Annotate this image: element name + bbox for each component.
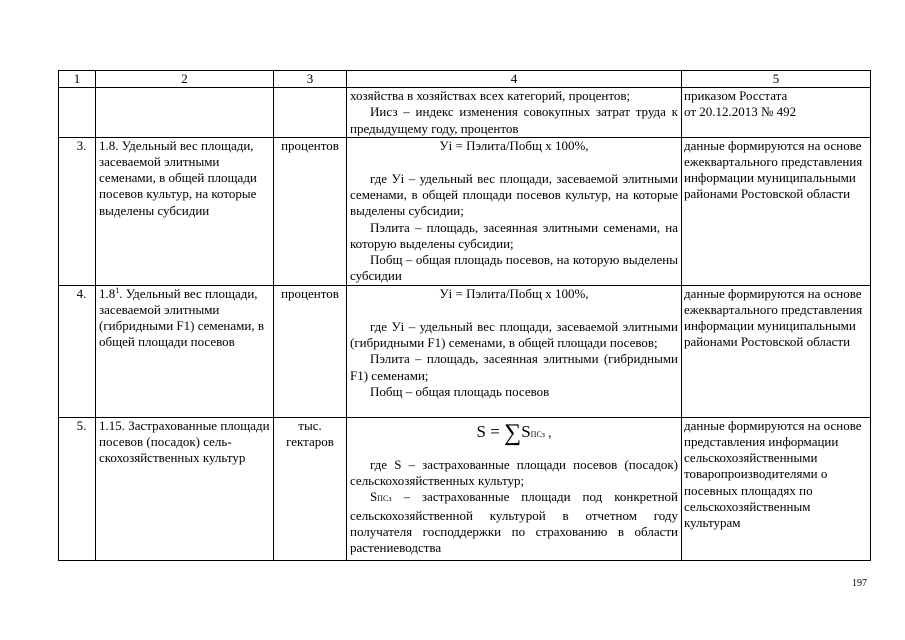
unit-text: процентов	[274, 285, 347, 417]
unit-text: процентов	[274, 137, 347, 285]
page-number: 197	[852, 578, 867, 589]
formula-text: хозяйства в хозяйствах всех категорий, процентов;	[350, 88, 631, 104]
header-cell: 2	[96, 71, 274, 88]
formula-cell	[347, 88, 682, 138]
formula-cell	[347, 285, 682, 417]
formula-lhs: S =	[476, 421, 505, 441]
row-number: 4.	[59, 285, 96, 417]
header-row	[59, 71, 871, 88]
formula-cell	[347, 417, 682, 560]
table-row	[59, 285, 871, 417]
formula	[350, 418, 678, 446]
table-row	[59, 88, 871, 138]
formula-desc: Пэлита – площадь, засеянная элитными (гибридными F1) семенами;	[350, 351, 678, 383]
desc-subscript: ПСз	[377, 494, 392, 504]
formula-desc: Побщ – общая площадь посевов, на которую выделены субсидии	[350, 252, 678, 284]
formula: Уi = Пэлита/Побщ х 100%,	[439, 285, 589, 301]
formula-desc: где Уi – удельный вес площади, засеваемой элитными семенами, в общей площади посевов культур, на которые выделены субсидии;	[350, 171, 678, 219]
formula-desc: где S – застрахованные площади посевов (посадок) сельскохозяйственных культур;	[350, 457, 678, 489]
header-cell: 3	[274, 71, 347, 88]
formula-desc: Пэлита – площадь, засеянная элитными семенами, на которую выделены субсидии;	[350, 219, 678, 251]
sigma-symbol: ∑	[504, 419, 522, 446]
name-cell	[96, 88, 274, 138]
source-text: данные формируются на основе представления информации сельскохозяйственными товаропроизводителями о посевных площадях по сельскохозяйственным культурам	[682, 417, 871, 560]
source-cell	[682, 88, 871, 138]
row-number: 3.	[59, 137, 96, 285]
source-text: приказом Росстата	[684, 88, 788, 104]
indicator-name	[96, 285, 274, 417]
indicator-name: 1.15. Застрахованные площади посевов (посадок) сель-скохозяйственных культур	[96, 417, 274, 560]
formula-s: S	[521, 421, 531, 441]
unit-cell	[274, 88, 347, 138]
header-cell: 5	[682, 71, 871, 88]
formula: Уi = Пэлита/Побщ х 100%,	[439, 137, 589, 153]
table-row	[59, 417, 871, 560]
table-row	[59, 137, 871, 285]
superscript: 1	[115, 285, 120, 295]
desc-s: S	[370, 489, 378, 505]
formula-desc: Побщ – общая площадь посевов	[370, 383, 550, 399]
num-cell	[59, 88, 96, 138]
formula-cell	[347, 137, 682, 285]
unit-text: тыс. гектаров	[274, 417, 347, 560]
formula-desc	[350, 489, 678, 556]
formula-tail: ,	[544, 424, 552, 440]
formula-desc: где Уi – удельный вес площади, засеваемой элитными (гибридными F1) семенами, в общей площади посевов;	[350, 319, 678, 351]
indicator-name-post: . Удельный вес площади, засеваемой элитными (гибридными F1) семенами, в общей площади посевов	[99, 285, 264, 350]
source-text: от 20.12.2013 № 492	[684, 104, 797, 120]
desc-rest: – застрахованные площади под конкретной сельскохозяйственной культурой в отчетном году получателя господдержки по страхованию в области растениеводства	[350, 489, 678, 556]
indicator-name-pre: 1.8	[99, 285, 116, 301]
header-cell: 1	[59, 71, 96, 88]
row-number: 5.	[59, 417, 96, 560]
formula-text: Иисз – индекс изменения совокупных затрат труда к предыдущему году, процентов	[350, 104, 678, 136]
indicator-name: 1.8. Удельный вес площади, засеваемой элитными семенами, в общей площади посевов культур, на которые выделены субсидии	[96, 137, 274, 285]
indicator-table	[58, 70, 871, 561]
header-cell: 4	[347, 71, 682, 88]
formula-subscript: ПСз	[530, 429, 545, 439]
source-text: данные формируются на основе ежеквартального представления информации муниципальными районами Ростовской области	[682, 285, 871, 417]
source-text: данные формируются на основе ежеквартального представления информации муниципальными районами Ростовской области	[682, 137, 871, 285]
